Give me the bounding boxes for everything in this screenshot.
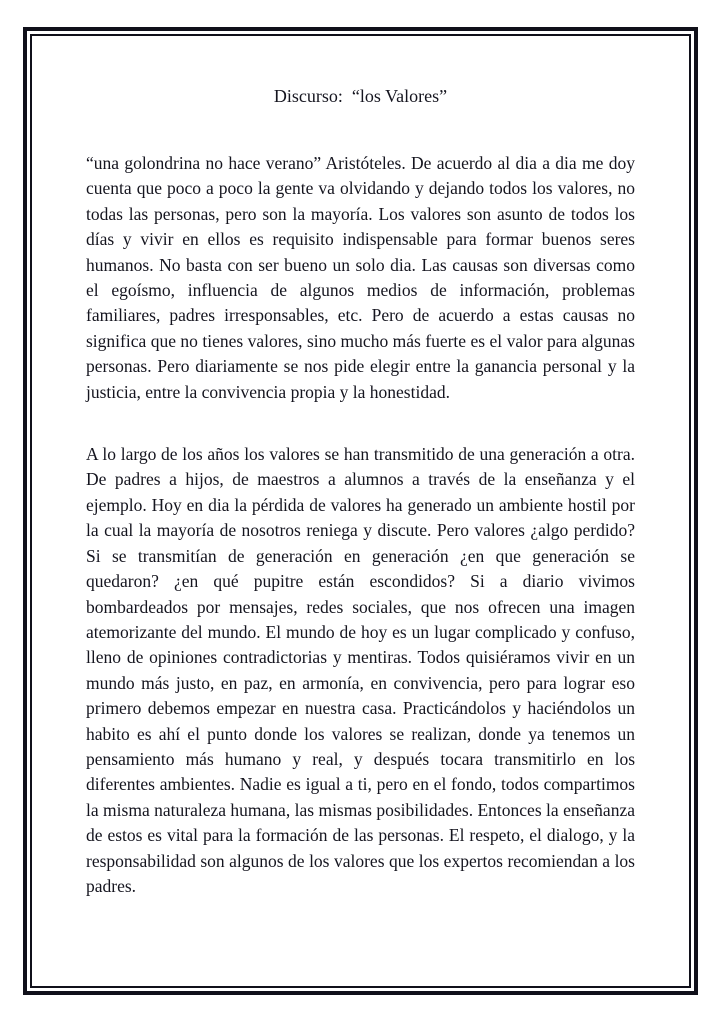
paragraph-transmission-of-values: A lo largo de los años los valores se han transmitido de una generación a otra. De padres a hijos, de maestros a alumnos a través de la enseñanza y el ejemplo. Hoy en dia la pérdida de valores ha generado un ambiente hostil por la cual la mayoría de nosotros reniega y discute. Pero valores ¿algo perdido? Si se transmitían de generación en generación ¿en que generación se quedaron? ¿en qué pupitre están escondidos? Si a diario vivimos bombardeados por mensajes, redes sociales, que nos ofrecen una imagen atemorizante del mundo. El mundo de hoy es un lugar complicado y confuso, lleno de opiniones contradictorias y mentiras. Todos quisiéramos vivir en un mundo más justo, en paz, en armonía, en convivencia, pero para lograr eso primero debemos empezar en nuestra casa. Practicándolos y haciéndolos un habito es ahí el punto donde los valores se realizan, donde ya tenemos un pensamiento más humano y real, y después tocara transmitirlo en los diferentes ambientes. Nadie es igual a ti, pero en el fondo, todos compartimos la misma naturaleza humana, las mismas posibilidades. Entonces la enseñanza de estos es vital para la formación de las personas. El respeto, el dialogo, y la responsabilidad son algunos de los valores que los expertos recomiendan a los padres. (86, 444, 635, 896)
page-border-frame (23, 27, 698, 995)
document-body (32, 36, 689, 986)
page-border-inner-line (30, 34, 691, 988)
paragraph-intro-values: “una golondrina no hace verano” Aristóteles. De acuerdo al dia a dia me doy cuenta que poco a poco la gente va olvidando y dejando todos los valores, no todas las personas, pero son la mayoría. Los valores son asunto de todos los días y vivir en ellos es requisito indispensable para formar buenos seres humanos. No basta con ser bueno un solo dia. Las causas son diversas como el egoísmo, influencia de algunos medios de información, problemas familiares, padres irresponsables, etc. Pero de acuerdo a estas causas no significa que no tienes valores, sino mucho más fuerte es el valor para algunas personas. Pero diariamente se nos pide elegir entre la ganancia personal y la justicia, entre la convivencia propia y la honestidad. (86, 153, 635, 402)
document-title: Discurso: “los Valores” (273, 86, 448, 106)
